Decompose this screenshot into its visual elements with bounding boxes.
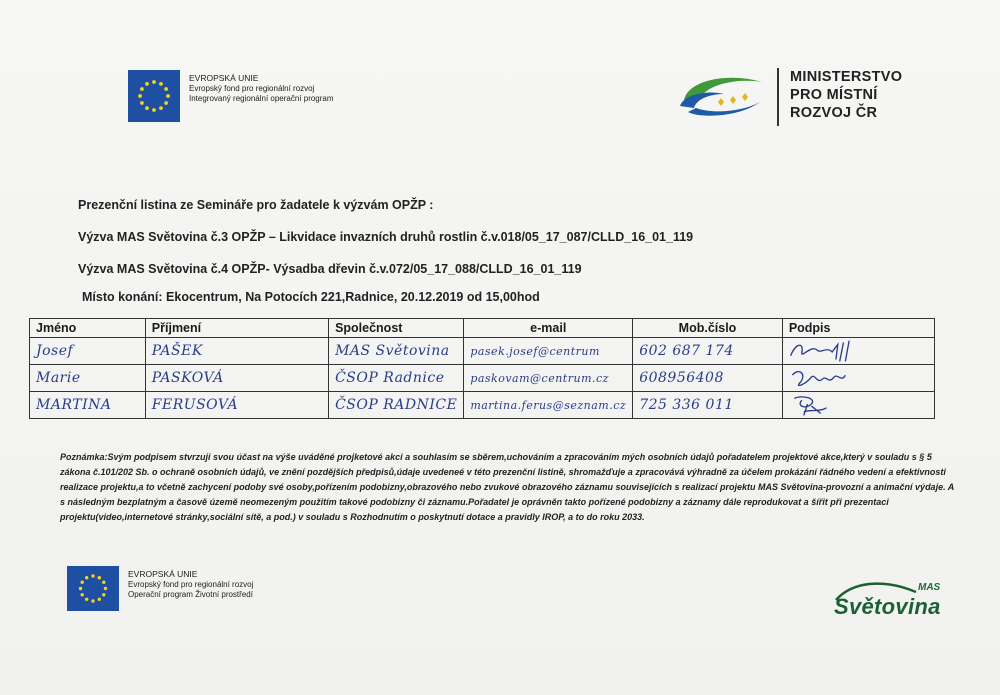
ministry-line-3: ROZVOJ ČR	[790, 105, 878, 121]
eu-program-line: Integrovaný regionální operační program	[189, 94, 334, 103]
eu-flag-icon	[128, 70, 180, 122]
ministry-logo	[678, 68, 938, 130]
eu-logo-top	[128, 70, 334, 122]
header-first-name: Jméno	[30, 319, 146, 338]
header-company: Společnost	[329, 319, 464, 338]
signature-1-icon	[783, 338, 934, 364]
cell-email: paskovam@centrum.cz	[464, 365, 633, 392]
header-signature: Podpis	[782, 319, 934, 338]
eu-title: EVROPSKÁ UNIE	[128, 569, 198, 579]
signature-2-icon	[783, 365, 934, 391]
table-row	[30, 392, 935, 419]
ministry-line-2: PRO MÍSTNÍ	[790, 87, 878, 103]
header-last-name: Příjmení	[145, 319, 328, 338]
cell-last-name: PAŠEK	[145, 338, 328, 365]
document-title: Prezenční listina ze Semináře pro žadatele k výzvám OPŽP :	[78, 198, 434, 212]
table-row	[30, 338, 935, 365]
eu-stars-icon	[67, 566, 119, 611]
cell-signature	[782, 392, 934, 419]
eu-program-line: Operační program Životní prostředí	[128, 590, 253, 599]
venue-line: Místo konání: Ekocentrum, Na Potocích 221,Radnice, 20.12.2019 od 15,00hod	[82, 290, 540, 304]
cell-phone: 602 687 174	[633, 338, 783, 365]
cell-phone: 608956408	[633, 365, 783, 392]
header-phone: Mob.číslo	[633, 319, 783, 338]
eu-stars-icon	[128, 70, 180, 122]
cell-signature	[782, 365, 934, 392]
table-header-row	[30, 319, 935, 338]
cell-first-name: MARTINA	[30, 392, 146, 419]
attendance-table	[29, 318, 935, 419]
cell-company: ČSOP RADNICE	[329, 392, 464, 419]
cell-last-name: PASKOVÁ	[145, 365, 328, 392]
mas-svetovina-logo	[832, 580, 952, 630]
ministry-emblem-icon	[678, 72, 764, 120]
table-row	[30, 365, 935, 392]
eu-fund-line: Evropský fond pro regionální rozvoj	[189, 83, 315, 93]
cell-company: MAS Světovina	[329, 338, 464, 365]
ministry-line-1: MINISTERSTVO	[790, 69, 903, 85]
cell-email: martina.ferus@seznam.cz	[464, 392, 633, 419]
eu-title: EVROPSKÁ UNIE	[189, 73, 259, 83]
consent-note: Poznámka:Svým podpisem stvrzuji svou účast na výše uváděné projketové akci a souhlasím se sběrem,uchováním a zpracováním mých osobních údajů pořadatelem projektové akce,který v souladu s § 5 zákona č.101/202 Sb. o ochraně osobních údajů, ve znění pozdějších předpisů,údaje uvedeneé v této prezenční listině, shromažďuje a zpracovává výhradně za účelem prokázání řádného vedení a efektivnosti realizace projektu,a to včetně zachycení podoby své osoby,pořízením podobizny,obrazového nebo zvukové obrazového záznamu souvisejících s realizací projektu MAS Světovina-provozní a animační výdaje. A s následným bezplatným a časově územě neomezeným použitím takové podobizny či záznamu.Pořadatel je oprávněn takto pořízené podobizny a záznamy dále reprodukovat a šířit při prezentaci projektu(video,internetové stránky,sociální sítě, a pod.) v souladu s Rozhodnutím o poskytnutí dotace a pravidly IROP, a to do roku 2033.	[60, 452, 954, 522]
cell-company: ČSOP Radnice	[329, 365, 464, 392]
eu-flag-icon	[67, 566, 119, 611]
cell-first-name: Marie	[30, 365, 146, 392]
cell-signature	[782, 338, 934, 365]
call-3-heading: Výzva MAS Světovina č.3 OPŽP – Likvidace invazních druhů rostlin č.v.018/05_17_087/CLLD_16_01_119	[78, 230, 694, 244]
ministry-separator	[777, 68, 779, 126]
cell-phone: 725 336 011	[633, 392, 783, 419]
signature-3-icon	[783, 392, 934, 418]
eu-logo-bottom	[67, 566, 253, 611]
cell-first-name: Josef	[30, 338, 146, 365]
header-email: e-mail	[464, 319, 633, 338]
mas-name: Světovina	[834, 594, 941, 619]
call-4-heading: Výzva MAS Světovina č.4 OPŽP- Výsadba dřevin č.v.072/05_17_088/CLLD_16_01_119	[78, 262, 582, 276]
eu-fund-line: Evropský fond pro regionální rozvoj	[128, 579, 254, 589]
mas-label: MAS	[918, 582, 941, 593]
cell-last-name: FERUSOVÁ	[145, 392, 328, 419]
cell-email: pasek.josef@centrum	[464, 338, 633, 365]
